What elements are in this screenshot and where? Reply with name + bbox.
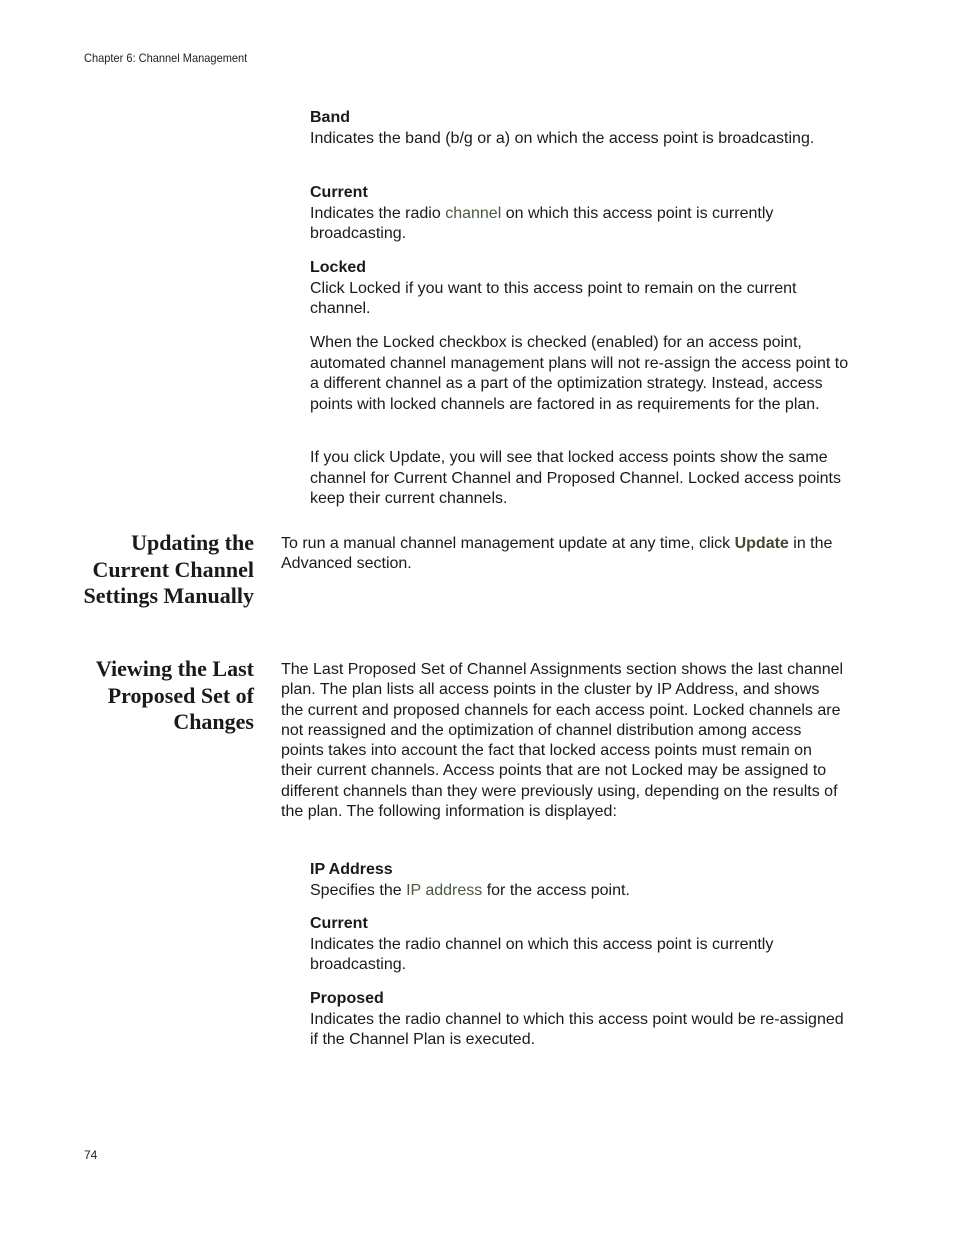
term-locked-title: Locked: [310, 259, 367, 276]
ip-address-link[interactable]: IP address: [406, 881, 483, 899]
term-current-desc-start: Indicates the radio: [310, 204, 446, 222]
term-current-title: Current: [310, 184, 368, 201]
running-header: Chapter 6: Channel Management: [84, 51, 248, 65]
heading-updating-channel-settings: Updating the Current Channel Settings Manually: [83, 530, 254, 608]
updating-text-end: in the Advanced section.: [281, 535, 833, 573]
updating-text-start: To run a manual channel management update at any time, click: [281, 535, 735, 552]
update-button-reference: Update: [734, 535, 789, 552]
term-band-description: Indicates the band (b/g or a) on which the access point is broadcasting.: [310, 129, 815, 147]
channel-link[interactable]: channel: [445, 204, 502, 222]
term-current: [310, 183, 850, 245]
term-proposed-title: Proposed: [310, 990, 384, 1007]
viewing-paragraph: The Last Proposed Set of Channel Assignments section shows the last channel plan. The plan lists all access points in the cluster by IP Address, and shows the current and proposed channels for each access point. Locked channels are not reassigned and the optimization of channel distribution among access points takes into account the fact that locked access points must remain on their current channels. Access points that are not Locked may be assigned to different channels than they were previously using, depending on the results of the plan. The following information is displayed:: [281, 661, 844, 821]
term-band: [310, 108, 850, 149]
term-current-desc-end: on which this access point is currently broadcasting.: [310, 204, 774, 242]
term-current-2-description: Indicates the radio channel on which this access point is currently broadcasting.: [310, 935, 774, 973]
term-ip-desc-start: Specifies the: [310, 881, 407, 899]
locked-detail-paragraph: When the Locked checkbox is checked (enabled) for an access point, automated channel management plans will not re-assign the access point to a different channel as a part of the optimization strategy. Instead, access points with locked channels are factored in as requirements for the plan.: [310, 334, 849, 413]
heading-viewing-proposed-changes: Viewing the Last Proposed Set of Changes: [95, 656, 254, 734]
term-band-title: Band: [310, 109, 350, 126]
term-current-2-title: Current: [310, 915, 368, 932]
term-ip-desc-end: for the access point.: [482, 881, 630, 899]
term-ip-address: [310, 860, 850, 901]
locked-update-paragraph: If you click Update, you will see that locked access points show the same channel for Current Channel and Proposed Channel. Locked access points keep their current channels.: [310, 449, 841, 507]
term-proposed-description: Indicates the radio channel to which this access point would be re-assigned if the Channel Plan is executed.: [310, 1010, 844, 1048]
page-number: 74: [84, 1148, 98, 1162]
term-proposed: [310, 989, 850, 1051]
updating-paragraph: [281, 534, 846, 575]
term-locked-description: Click Locked if you want to this access point to remain on the current channel.: [310, 279, 797, 317]
term-locked: [310, 258, 850, 320]
term-current-2: [310, 914, 850, 976]
term-ip-address-title: IP Address: [310, 861, 393, 878]
